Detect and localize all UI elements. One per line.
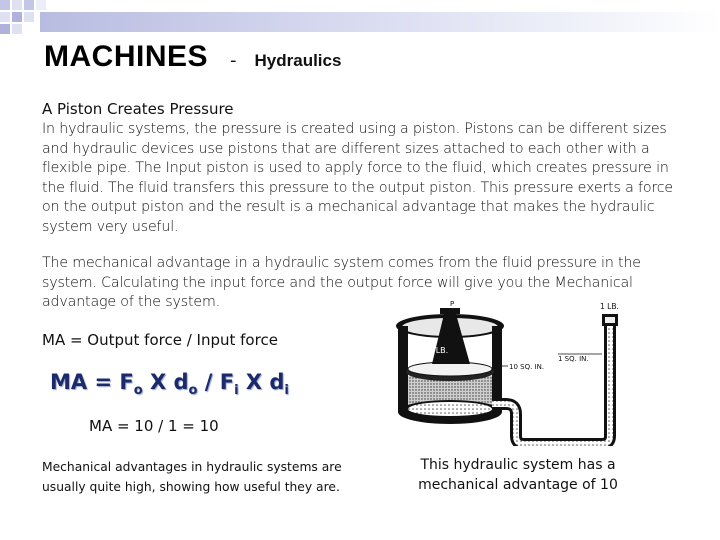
label-small-weight: 1 LB. [600,302,619,311]
title-separator: - [230,50,237,71]
label-big-area: 10 SQ. IN. [509,363,545,371]
formula-part: X d [142,370,189,394]
formula-subscript: o [188,383,198,399]
formula-part: / F [197,370,235,394]
formula-subscript: o [133,383,143,399]
label-big-weight: 10 LB. [423,346,449,355]
paragraph-piston-pressure: In hydraulic systems, the pressure is created using a piston. Pistons can be different sizes and hydraulic devices use pistons that are different sizes attached to each other with a flexible pipe. The Input piston is used to apply force to the fluid, which creates pressure in the fluid. The fluid transfers this pressure to the output piston. This pressure exerts a force on the output piston and the result is a mechanical advantage that makes the hydraulic system very useful. [42,121,673,235]
formula-text: MA = Output force / Input force [42,331,278,349]
paragraph-mechanical-advantage: The mechanical advantage in a hydraulic system comes from the fluid pressure in the system. Calculating the input force and the output force will give you the Mechanical advantage of the system. [42,255,641,310]
formula-part: MA = F [50,370,134,394]
hydraulic-system-diagram [388,296,638,446]
calculation-result: MA = 10 / 1 = 10 [89,417,219,435]
slide-subtitle: Hydraulics [254,51,342,70]
formula-subscript: i [284,383,289,399]
label-pressure: P [450,300,455,308]
formula-subscript: i [234,383,239,399]
label-small-area: 1 SQ. IN. [558,355,589,363]
slide-title-row [44,40,341,74]
formula-symbolic [50,370,289,398]
note-mechanical-advantage: Mechanical advantages in hydraulic systems are usually quite high, showing how useful they are. [42,460,342,494]
header-gradient-bar [40,12,720,32]
formula-part: X d [238,370,285,394]
section-heading: A Piston Creates Pressure [42,100,234,118]
diagram-caption: This hydraulic system has a mechanical advantage of 10 [418,457,618,493]
slide-title: MACHINES [44,40,209,73]
